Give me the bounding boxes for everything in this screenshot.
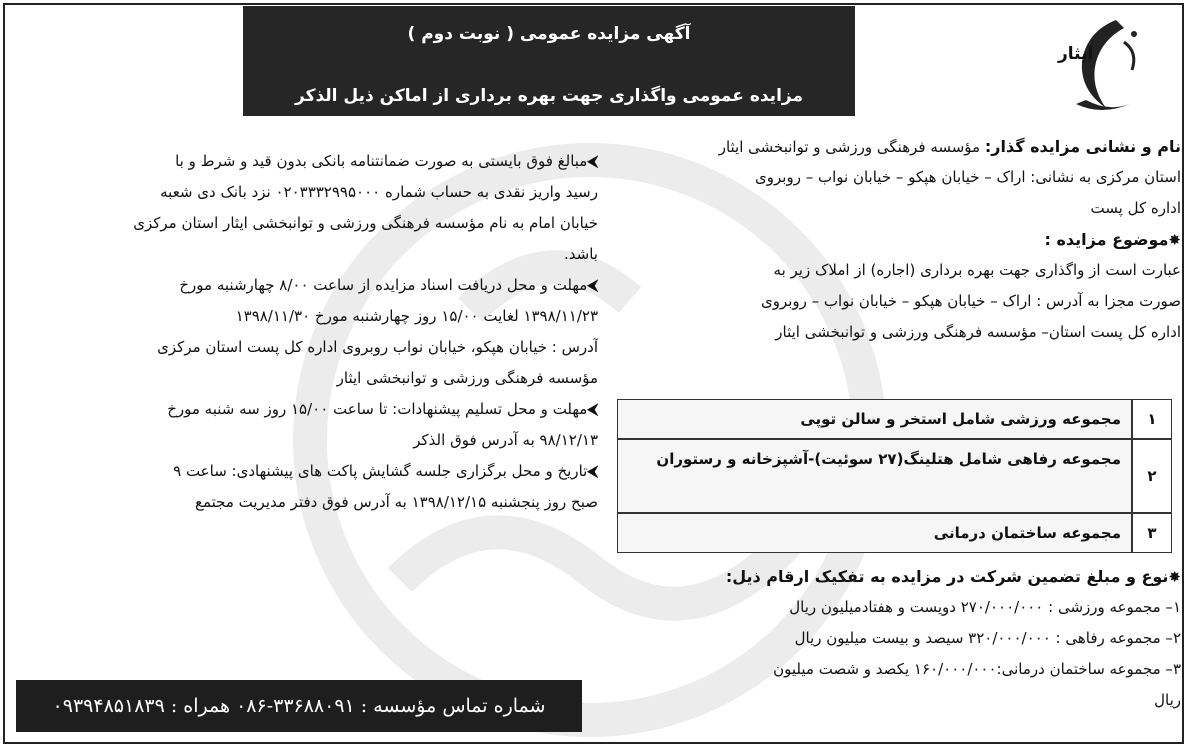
subject-heading xyxy=(607,224,1181,255)
row-label: مجموعه رفاهی شامل هتلینگ(۲۷ سوئیت)-آشپزخانه و رستوران xyxy=(618,440,1131,512)
address-line-1: استان مرکزی به نشانی: اراک – خیابان هپکو – خیابان نواب – روبروی xyxy=(755,168,1181,186)
terms-line: رسید واریز نقدی به حساب شماره ۰۲۰۳۳۳۲۹۹۵۰۰۰ نزد بانک دی شعبه xyxy=(160,183,598,201)
header-banner xyxy=(243,6,855,116)
terms-line: باشد. xyxy=(564,245,598,263)
organizer-name: مؤسسه فرهنگی ورزشی و توانبخشی ایثار xyxy=(718,138,985,156)
terms-line: ⮜مبالغ فوق بایستی به صورت ضمانتنامه بانکی بدون قید و شرط و با xyxy=(175,152,598,170)
terms-line: آدرس : خیابان هپکو، خیابان نواب روبروی اداره کل پست استان مرکزی xyxy=(157,338,598,356)
subject-line-1: عبارت است از واگذاری جهت بهره برداری (اجاره) از املاک زیر به xyxy=(773,261,1181,279)
terms-line: صبح روز پنجشنبه ۱۳۹۸/۱۲/۱۵ به آدرس فوق دفتر مدیریت مجتمع xyxy=(194,493,598,511)
terms-line: مؤسسه فرهنگی ورزشی و توانبخشی ایثار xyxy=(336,369,598,387)
terms-line: ⮜مهلت و محل تسلیم پیشنهادات: تا ساعت ۱۵/۰۰ روز سه شنبه مورخ xyxy=(167,400,598,418)
arrow-icon: ⮜ xyxy=(587,276,598,294)
row-number: ۲ xyxy=(1131,440,1171,512)
row-label: مجموعه ورزشی شامل استخر و سالن توپی xyxy=(618,400,1131,438)
address-line-2: اداره کل پست xyxy=(1090,199,1181,217)
header-title: آگهی مزایده عمومی ( نوبت دوم ) xyxy=(407,24,691,44)
row-number: ۱ xyxy=(1131,400,1171,438)
terms-line: ⮜مهلت و محل دریافت اسناد مزایده از ساعت ۸/۰۰ چهارشنبه مورخ xyxy=(179,276,598,294)
star-icon: ✸ xyxy=(1168,568,1181,586)
arrow-icon: ⮜ xyxy=(587,152,598,170)
properties-table xyxy=(617,399,1172,553)
row-label: مجموعه ساختمان درمانی xyxy=(618,514,1131,552)
right-column xyxy=(607,131,1181,348)
star-icon: ✸ xyxy=(1168,231,1181,249)
terms-line: ⮜تاریخ و محل برگزاری جلسه گشایش پاکت های پیشنهادی: ساعت ۹ xyxy=(173,462,598,480)
guarantee-heading xyxy=(607,561,1181,592)
table-row xyxy=(618,514,1171,552)
arrow-icon: ⮜ xyxy=(587,400,598,418)
guarantee-line: ۳– مجموعه ساختمان درمانی:۱۶۰/۰۰۰/۰۰۰ یکصد و شصت میلیون xyxy=(773,660,1181,678)
guarantee-section xyxy=(607,561,1181,716)
subject-label: موضوع مزایده : xyxy=(1044,230,1169,249)
terms-line: ۹۸/۱۲/۱۳ به آدرس فوق الذکر xyxy=(413,431,598,449)
contact-banner: شماره تماس مؤسسه : ۳۳۶۸۸۰۹۱-۰۸۶ همراه : ۰۹۳۹۴۸۵۱۸۳۹ xyxy=(16,680,582,732)
row-number: ۳ xyxy=(1131,514,1171,552)
header-subtitle: مزایده عمومی واگذاری جهت بهره برداری از اماکن ذیل الذکر xyxy=(295,86,803,106)
organizer-line xyxy=(607,131,1181,162)
guarantee-line: ریال xyxy=(1154,691,1181,709)
subject-line-3: اداره کل پست استان– مؤسسه فرهنگی ورزشی و توانبخشی ایثار xyxy=(775,323,1181,341)
isar-logo xyxy=(1046,12,1154,122)
logo-text: ایثار xyxy=(1058,44,1094,64)
guarantee-line: ۱– مجموعه ورزشی : ۲۷۰/۰۰۰/۰۰۰ دویست و هفتادمیلیون ریال xyxy=(789,598,1181,616)
terms-line: خیابان امام به نام مؤسسه فرهنگی ورزشی و توانبخشی ایثار استان مرکزی xyxy=(133,214,598,232)
guarantee-heading-text: نوع و مبلغ تضمین شرکت در مزایده به تفکیک ارقام ذیل: xyxy=(725,567,1169,586)
terms-line: ۱۳۹۸/۱۱/۲۳ لغایت ۱۵/۰۰ روز چهارشنبه مورخ ۱۳۹۸/۱۱/۳۰ xyxy=(235,307,598,325)
subject-line-2: صورت مجزا به آدرس : اراک – خیابان هپکو – خیابان نواب – روبروی xyxy=(760,292,1181,310)
left-column xyxy=(10,146,598,518)
table-row xyxy=(618,400,1171,440)
table-row xyxy=(618,440,1171,514)
arrow-icon: ⮜ xyxy=(587,462,598,480)
guarantee-line: ۲– مجموعه رفاهی : ۳۲۰/۰۰۰/۰۰۰ سیصد و بیست میلیون ریال xyxy=(794,629,1181,647)
organizer-label: نام و نشانی مزایده گذار: xyxy=(984,137,1181,156)
